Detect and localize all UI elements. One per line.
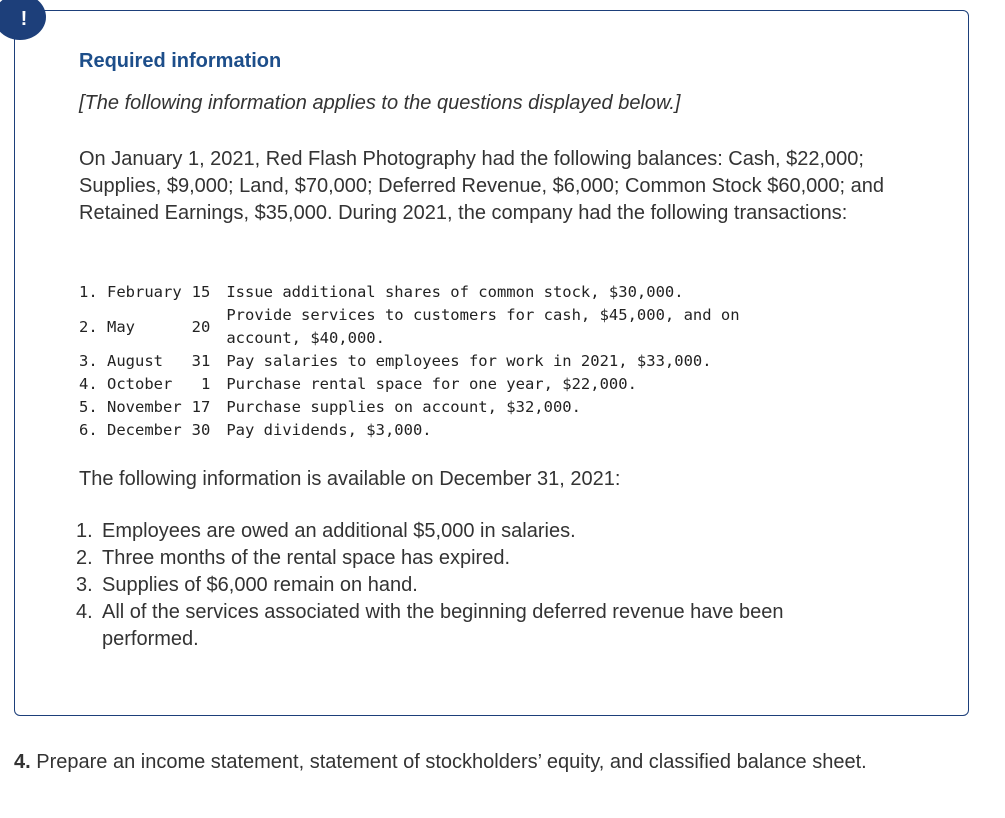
- table-row: [79, 396, 740, 419]
- list-item-number: 4.: [76, 601, 93, 623]
- table-row: [79, 373, 740, 396]
- table-row: [79, 281, 740, 304]
- table-row: [79, 419, 740, 442]
- list-item-number: 2.: [76, 547, 93, 569]
- transaction-description: Purchase rental space for one year, $22,000.: [226, 375, 637, 393]
- list-item-text: All of the services associated with the beginning deferred revenue have been performed.: [102, 601, 784, 650]
- required-information-title: Required information: [79, 50, 282, 72]
- transaction-day: 30: [191, 421, 211, 439]
- transactions-table: [79, 281, 740, 442]
- question-prompt: [14, 749, 974, 776]
- alert-icon-symbol: !: [20, 7, 28, 30]
- list-item: [76, 545, 876, 572]
- list-item-text: Three months of the rental space has expired.: [102, 547, 511, 569]
- transaction-month: 5. November: [79, 398, 182, 416]
- transaction-month: 4. October: [79, 375, 173, 393]
- list-item-text: Supplies of $6,000 remain on hand.: [102, 574, 418, 596]
- year-end-info-list: [76, 518, 876, 653]
- available-info-heading: The following information is available on December 31, 2021:: [79, 468, 621, 490]
- list-item-number: 3.: [76, 574, 93, 596]
- transaction-description: Provide services to customers for cash, $45,000, and on account, $40,000.: [226, 306, 740, 347]
- transaction-description: Issue additional shares of common stock, $30,000.: [226, 283, 684, 301]
- transaction-day: 1: [200, 375, 211, 393]
- transaction-month: 2. May: [79, 317, 135, 336]
- list-item-number: 1.: [76, 520, 93, 542]
- transaction-day: 15: [191, 283, 211, 301]
- list-item-text: Employees are owed an additional $5,000 in salaries.: [102, 520, 576, 542]
- list-item: [76, 572, 876, 599]
- transaction-month: 3. August: [79, 352, 163, 370]
- list-item: [76, 599, 876, 653]
- intro-text: On January 1, 2021, Red Flash Photography had the following balances: Cash, $22,000; Supplies, $9,000; Land, $70,000; Deferred Revenue, $6,000; Common Stock $60,000; and Retained Earnings, $35,000. During 2021, the company had the following transactions:: [79, 148, 884, 224]
- transaction-description: Pay dividends, $3,000.: [226, 421, 432, 439]
- transaction-day: 17: [191, 398, 211, 416]
- table-row: [79, 350, 740, 373]
- question-text: Prepare an income statement, statement of stockholders’ equity, and classified balance sheet.: [30, 751, 867, 773]
- transaction-description: Purchase supplies on account, $32,000.: [226, 398, 581, 416]
- applies-note: [The following information applies to the questions displayed below.]: [79, 92, 681, 114]
- transaction-month: 1. February: [79, 283, 182, 301]
- question-number: 4.: [14, 751, 31, 773]
- list-item: [76, 518, 876, 545]
- transaction-day: 20: [191, 317, 211, 336]
- intro-paragraph: [79, 146, 919, 227]
- table-row: [79, 304, 740, 350]
- transaction-month: 6. December: [79, 421, 182, 439]
- transaction-description: Pay salaries to employees for work in 2021, $33,000.: [226, 352, 712, 370]
- transaction-day: 31: [191, 352, 211, 370]
